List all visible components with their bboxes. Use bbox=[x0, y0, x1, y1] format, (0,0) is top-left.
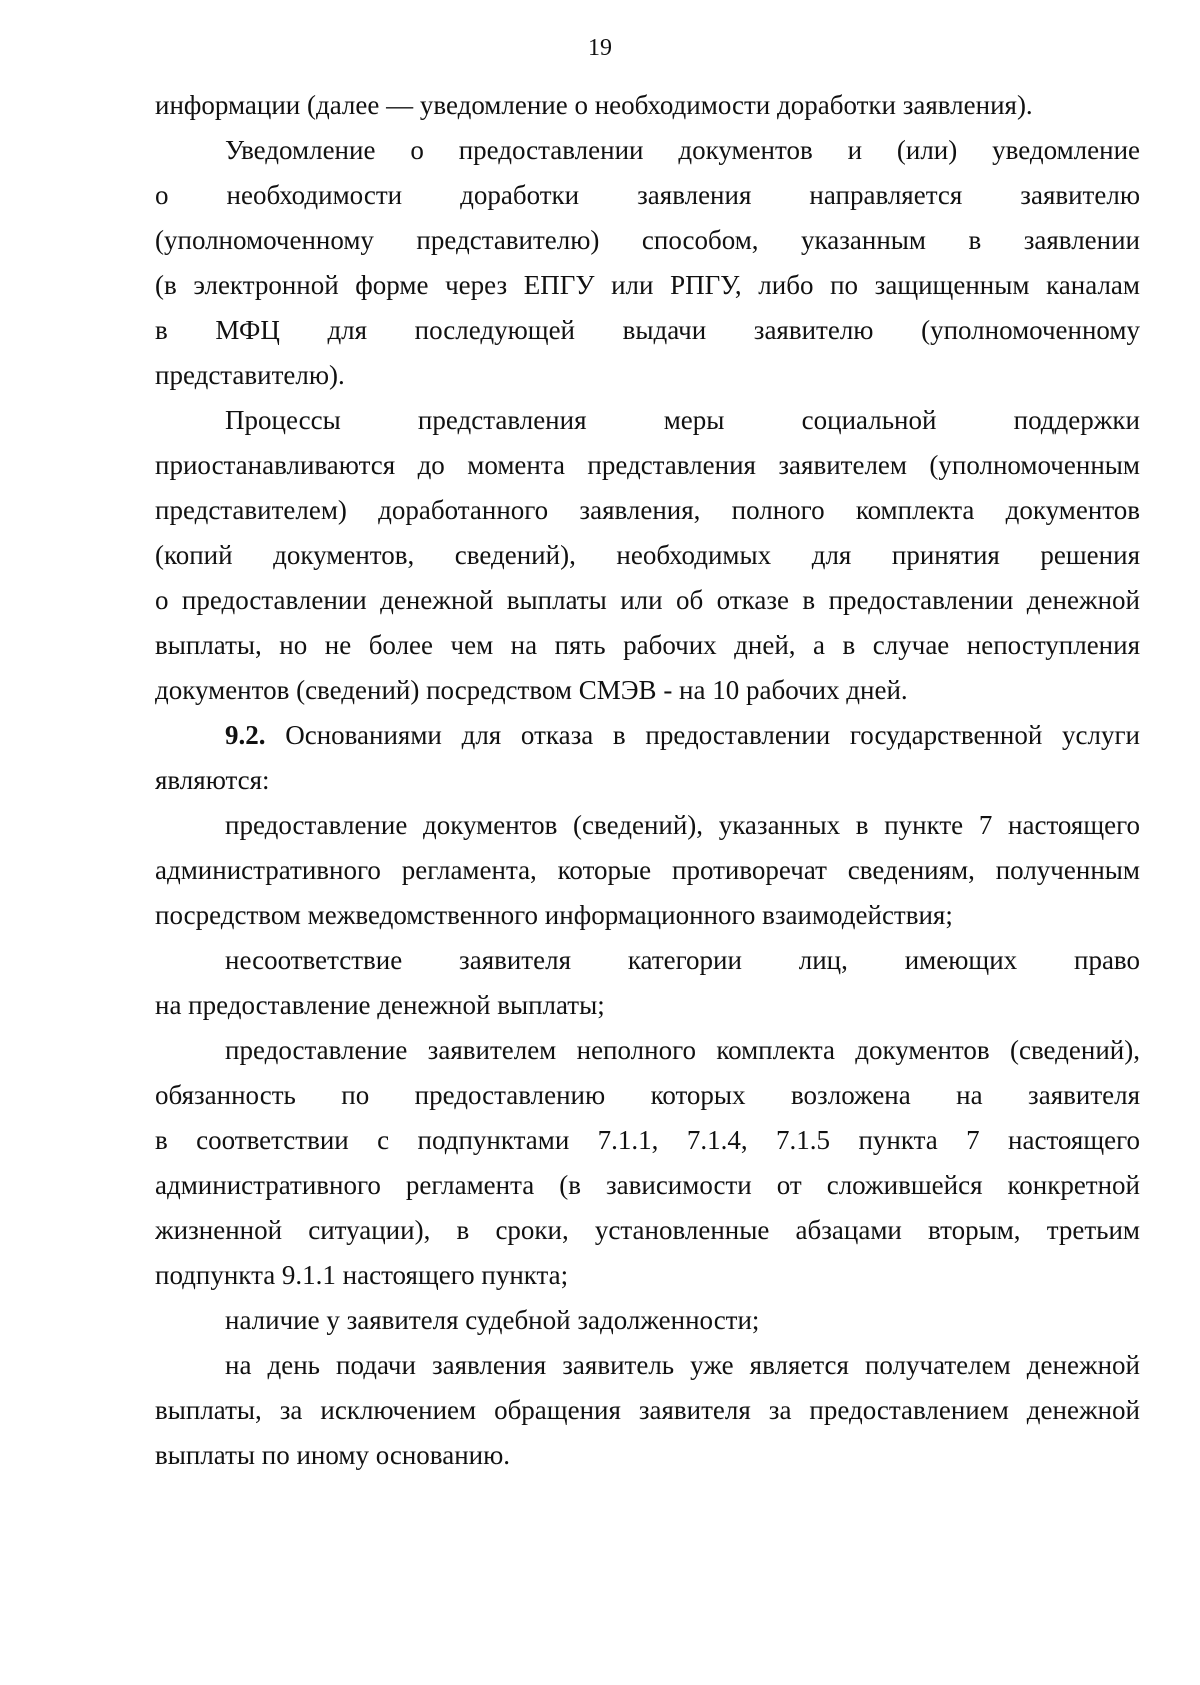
text-line: предоставление документов (сведений), указанных в пункте 7 настоящего bbox=[225, 810, 1140, 840]
section-number: 9.2. bbox=[225, 720, 266, 750]
text-line: информации (далее — уведомление о необходимости доработки заявления). bbox=[155, 90, 1033, 120]
text-line: выплаты по иному основанию. bbox=[155, 1440, 511, 1470]
text-line: Процессы представления меры социальной поддержки bbox=[225, 405, 1140, 435]
text-line: (копий документов, сведений), необходимых для принятия решения bbox=[155, 540, 1140, 570]
text-line: на предоставление денежной выплаты; bbox=[155, 990, 605, 1020]
text-line: (в электронной форме через ЕПГУ или РПГУ, либо по защищенным каналам bbox=[155, 270, 1140, 300]
text-line: жизненной ситуации), в сроки, установленные абзацами вторым, третьим bbox=[155, 1215, 1140, 1245]
text-line: о необходимости доработки заявления направляется заявителю bbox=[155, 180, 1140, 210]
text-line: административного регламента (в зависимости от сложившейся конкретной bbox=[155, 1170, 1140, 1200]
text-line: документов (сведений) посредством СМЭВ - на 10 рабочих дней. bbox=[155, 675, 908, 705]
text-line: представителем) доработанного заявления, полного комплекта документов bbox=[155, 495, 1140, 525]
text-line: (уполномоченному представителю) способом, указанным в заявлении bbox=[155, 225, 1140, 255]
text-line: предоставление заявителем неполного комплекта документов (сведений), bbox=[225, 1035, 1140, 1065]
text-line: выплаты, но не более чем на пять рабочих дней, а в случае непоступления bbox=[155, 630, 1140, 660]
text-line: о предоставлении денежной выплаты или об отказе в предоставлении денежной bbox=[155, 585, 1140, 615]
text-line: на день подачи заявления заявитель уже является получателем денежной bbox=[225, 1350, 1140, 1380]
text-line: в МФЦ для последующей выдачи заявителю (уполномоченному bbox=[155, 315, 1140, 345]
text-line: административного регламента, которые противоречат сведениям, полученным bbox=[155, 855, 1140, 885]
text-line: Уведомление о предоставлении документов и (или) уведомление bbox=[225, 135, 1140, 165]
text-line: обязанность по предоставлению которых возложена на заявителя bbox=[155, 1080, 1140, 1110]
text-line: наличие у заявителя судебной задолженности; bbox=[225, 1305, 760, 1335]
text-line: подпункта 9.1.1 настоящего пункта; bbox=[155, 1260, 569, 1290]
text-line: выплаты, за исключением обращения заявителя за предоставлением денежной bbox=[155, 1395, 1140, 1425]
section-heading-text: Основаниями для отказа в предоставлении государственной услуги bbox=[285, 720, 1140, 750]
text-line: несоответствие заявителя категории лиц, имеющих право bbox=[225, 945, 1140, 975]
page-number: 19 bbox=[588, 35, 612, 61]
text-line: являются: bbox=[155, 765, 270, 795]
text-line: посредством межведомственного информационного взаимодействия; bbox=[155, 900, 953, 930]
text-line: представителю). bbox=[155, 360, 345, 390]
text-line: приостанавливаются до момента представления заявителем (уполномоченным bbox=[155, 450, 1140, 480]
text-line: в соответствии с подпунктами 7.1.1, 7.1.4, 7.1.5 пункта 7 настоящего bbox=[155, 1125, 1140, 1155]
section-heading-line bbox=[225, 711, 1140, 759]
